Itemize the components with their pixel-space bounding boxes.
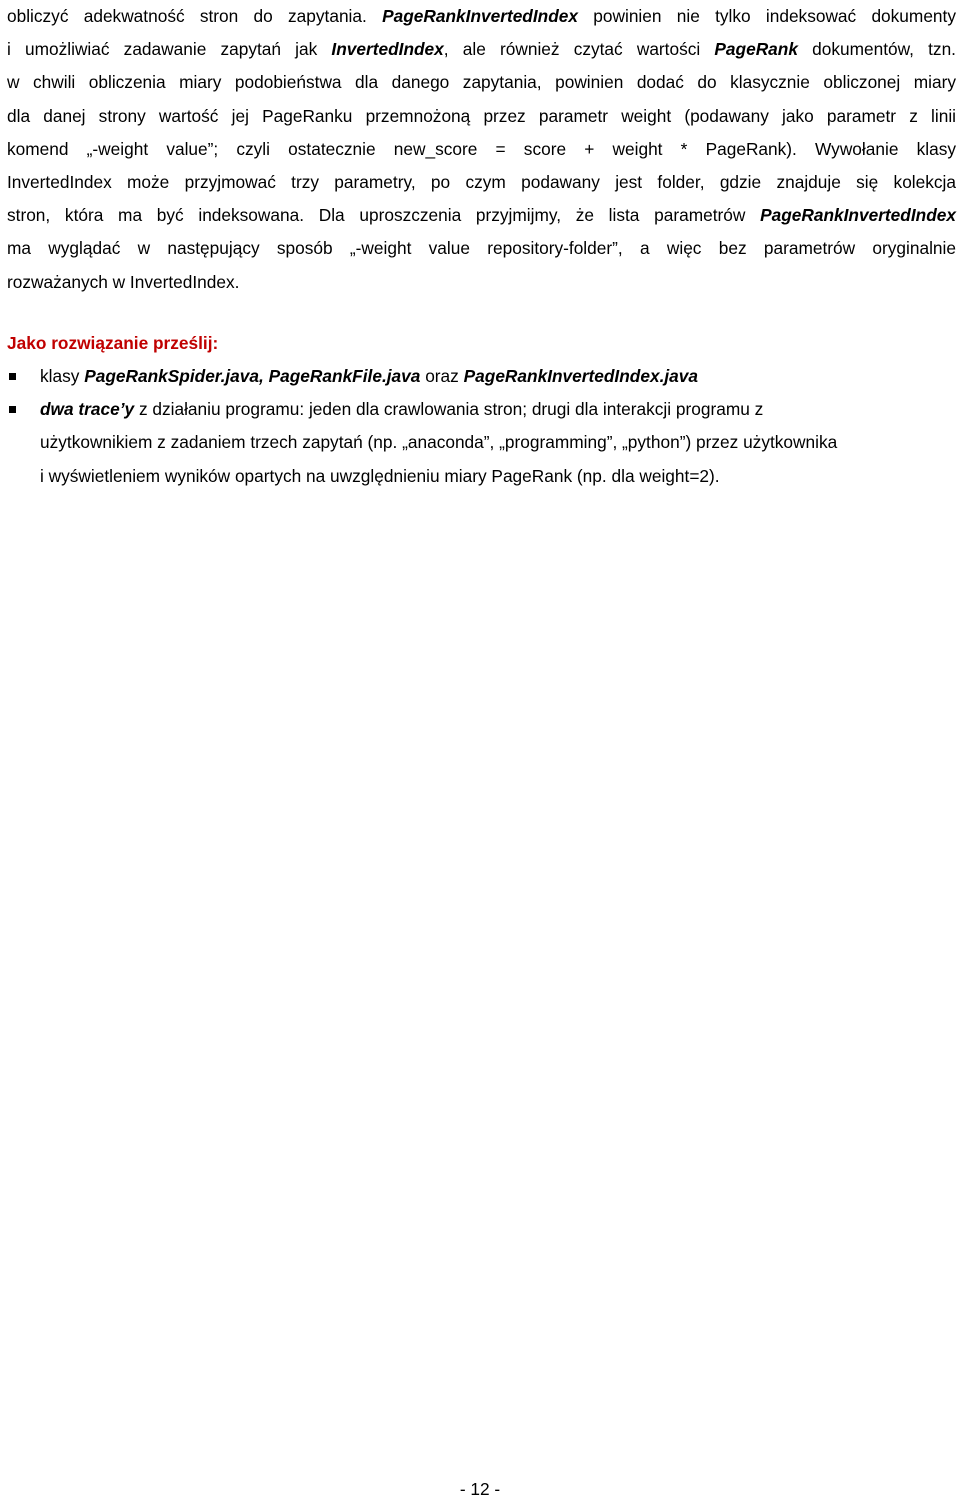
list-item-2-line-1: dwa trace’y z działaniu programu: jeden dla crawlowania stron; drugi dla interakcji programu z — [40, 399, 764, 420]
list-item-1-line: klasy PageRankSpider.java, PageRankFile.java oraz PageRankInvertedIndex.java — [40, 366, 698, 386]
class-name-pagerankinvertedindex-2: PageRankInvertedIndex — [760, 205, 956, 226]
class-name-pagerankinvertedindex: PageRankInvertedIndex — [382, 6, 579, 26]
paragraph-line-9: rozważanych w InvertedIndex. — [7, 271, 240, 292]
term-pagerank: PageRank — [714, 39, 798, 60]
list-item — [7, 360, 956, 393]
document-page — [7, 0, 956, 486]
paragraph-line-3: w chwili obliczenia miary podobieństwa dla danego zapytania, powinien dodać do klasycznie obliczonej miary — [7, 72, 956, 93]
paragraph-line-5: komend „-weight value”; czyli ostatecznie new_score = score + weight * PageRank). Wywołanie klasy — [7, 138, 956, 159]
term-trace: dwa trace’y — [40, 399, 135, 420]
paragraph-line-2: i umożliwiać zadawanie zapytań jak InvertedIndex, ale również czytać wartości PageRank dokumentów, tzn. — [7, 39, 956, 60]
square-bullet-icon — [9, 406, 16, 413]
square-bullet-icon — [9, 373, 16, 380]
list-item-2-line-2: użytkownikiem z zadaniem trzech zapytań (np. „anaconda”, „programming”, „python”) przez użytkownika — [40, 432, 838, 453]
paragraph-line-7: stron, która ma być indeksowana. Dla uproszczenia przyjmijmy, że lista parametrów PageRankInvertedIndex — [7, 205, 956, 226]
list-item — [7, 393, 956, 493]
deliverables-list — [7, 360, 956, 493]
paragraph-line-4: dla danej strony wartość jej PageRanku przemnożoną przez parametr weight (podawany jako parametr z linii — [7, 105, 956, 126]
paragraph-line-6: InvertedIndex może przyjmować trzy parametry, po czym podawany jest folder, gdzie znajduje się kolekcja — [7, 172, 956, 193]
file-pagerankinvertedindex: PageRankInvertedIndex — [463, 366, 660, 386]
section-heading: Jako rozwiązanie prześlij: — [7, 333, 219, 353]
body-paragraph — [7, 0, 956, 299]
page-number: - 12 - — [459, 1479, 501, 1499]
file-pagerankfile: .java, PageRankFile.java — [220, 366, 421, 386]
list-item-2-line-3: i wyświetleniem wyników opartych na uwzględnieniu miary PageRank (np. dla weight=2). — [40, 465, 720, 486]
file-pagerankspider: PageRankSpider — [84, 366, 221, 386]
paragraph-line-8: ma wyglądać w następujący sposób „-weight value repository-folder”, a więc bez parametrów oryginalnie — [7, 238, 956, 259]
class-name-invertedindex: InvertedIndex — [331, 39, 444, 60]
paragraph-line-1: obliczyć adekwatność stron do zapytania. PageRankInvertedIndex powinien nie tylko indeksować dokumenty — [7, 6, 956, 26]
